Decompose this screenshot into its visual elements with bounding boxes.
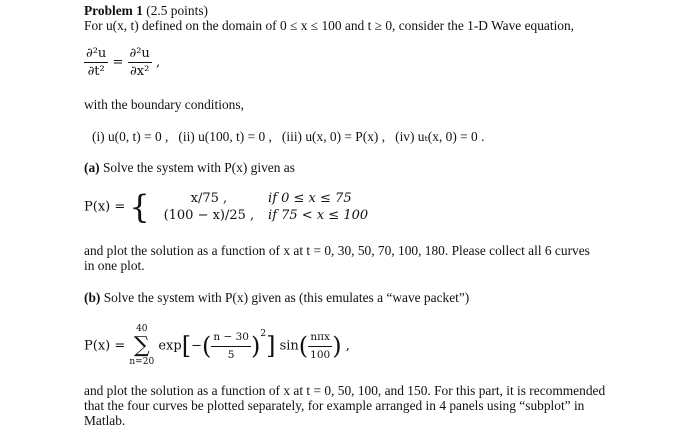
rhs-numerator: ∂²u (129, 46, 150, 61)
exp-fraction (211, 330, 251, 363)
part-a-heading (84, 160, 295, 175)
wave-packet-formula: P(x) = 40 ∑ n=20 exp[−( $\frac{n - 30}{5}$ )$^2$] sin( $\frac{\text{nπx}}{100}$ ) , (84, 324, 350, 367)
part-a-text: Solve the system with P(x) given as (102, 160, 295, 175)
sin-right-paren: ) (332, 332, 342, 360)
condition-4: (iv) uₜ(x, 0) = 0 . (395, 129, 485, 144)
left-paren: ( (201, 332, 212, 360)
piecewise-cases (154, 190, 368, 224)
exp-function: exp (158, 338, 182, 354)
packet-lhs: P(x) = (84, 338, 126, 354)
sin-fraction (308, 330, 332, 363)
summation (129, 324, 154, 368)
piecewise-lhs: P(x) = (84, 199, 126, 215)
part-b-text: Solve the system with P(x) given as (this emulates a “wave packet”) (103, 290, 470, 305)
problem-points: (2.5 points) (146, 3, 208, 18)
part-a-label: (a) (84, 160, 100, 175)
condition-3: (iii) u(x, 0) = P(x) , (281, 129, 386, 144)
left-brace: { (129, 188, 150, 226)
case-1-expr: x/75 , (190, 191, 228, 206)
rhs-fraction (128, 46, 152, 79)
case-2-cond: if 75 < x ≤ 100 (268, 208, 369, 223)
left-bracket: [ (181, 332, 192, 360)
sin-numerator: nπx (308, 330, 332, 347)
part-a-plot-line-2: in one plot. (84, 258, 145, 273)
rhs-denominator: ∂x² (130, 64, 150, 79)
part-b-plot-line-3: Matlab. (84, 413, 126, 428)
equation-end: , (155, 55, 161, 70)
right-paren: ) (250, 332, 261, 360)
case-2-expr: (100 − x)/25 , (163, 208, 255, 223)
right-bracket: ] (266, 332, 276, 360)
sum-lower-limit: n=20 (129, 357, 155, 367)
part-b-plot-line-2: that the four curves be plotted separately, for example arranged in 4 panels using “subplot” in (84, 398, 585, 413)
lhs-denominator: ∂t² (87, 64, 105, 79)
case-1-cond: if 0 ≤ x ≤ 75 (268, 191, 352, 206)
part-b-label: (b) (84, 290, 101, 305)
lhs-fraction (84, 46, 108, 79)
intro-text: For u(x, t) defined on the domain of 0 ≤ x ≤ 100 and t ≥ 0, consider the 1-D Wave equation, (84, 18, 575, 33)
lhs-numerator: ∂²u (86, 46, 107, 61)
case-2 (154, 207, 368, 224)
problem-title: Problem 1 (84, 3, 143, 18)
exp-power: 2 (260, 329, 267, 340)
piecewise-definition (84, 190, 368, 224)
sin-left-paren: ( (298, 332, 309, 360)
equals-sign: = (112, 55, 124, 70)
case-1 (154, 190, 368, 207)
part-b-plot-line-1: and plot the solution as a function of x at t = 0, 50, 100, and 150. For this part, it is recommended (84, 383, 606, 398)
problem-header (84, 3, 208, 18)
part-b-heading (84, 290, 469, 305)
boundary-intro: with the boundary conditions, (84, 97, 244, 112)
sin-denominator: 100 (310, 348, 331, 361)
condition-1: (i) u(0, t) = 0 , (92, 129, 169, 144)
wave-equation (84, 46, 160, 79)
packet-end: , (345, 338, 350, 354)
part-a-plot-line-1: and plot the solution as a function of x at t = 0, 30, 50, 70, 100, 180. Please collect all 6 curves (84, 243, 590, 258)
exp-numerator: n − 30 (211, 330, 251, 347)
boundary-conditions (92, 129, 484, 144)
exp-denominator: 5 (227, 348, 235, 361)
sum-upper-limit: 40 (136, 324, 148, 334)
sigma-symbol: ∑ (133, 333, 150, 358)
sin-function: sin (279, 338, 299, 354)
condition-2: (ii) u(100, t) = 0 , (178, 129, 272, 144)
